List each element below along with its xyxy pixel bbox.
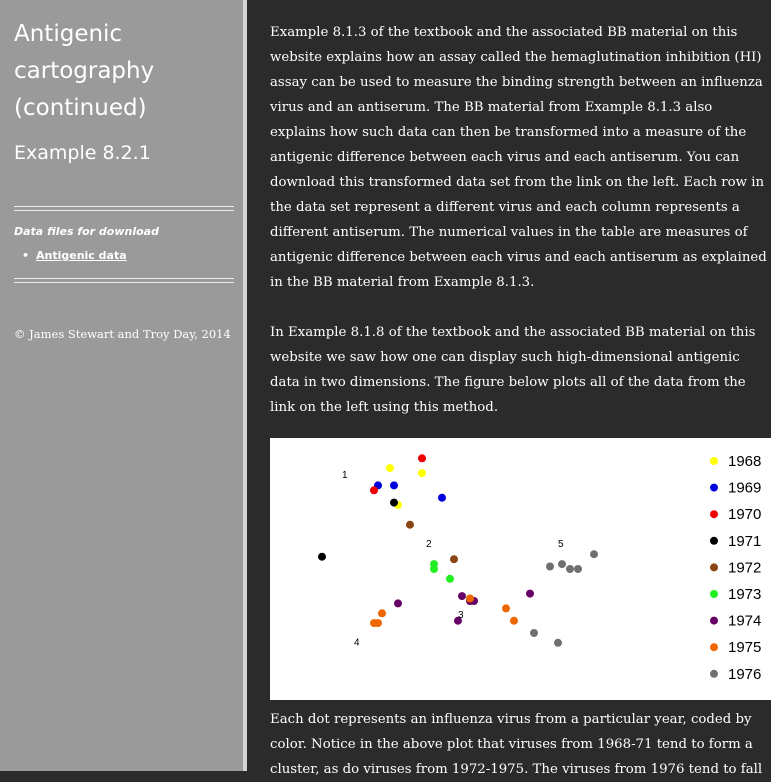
page-title: Antigenic cartography (continued) [14, 21, 155, 121]
divider [14, 206, 234, 211]
legend-label-1974: 1974 [728, 612, 762, 630]
legend-marker-1970 [710, 510, 718, 518]
data-point-1972-2 [450, 555, 458, 563]
legend-label-1968: 1968 [728, 453, 762, 470]
data-point-1976-7 [554, 639, 562, 647]
data-point-1968-2 [418, 469, 426, 477]
data-point-1975-3 [466, 595, 474, 603]
data-point-1971-2 [318, 553, 326, 561]
paragraph-1: Example 8.1.3 of the textbook and the associated BB material on this website explains how an assay called the hemaglutination inhibition (HI) assay can be used to measure the binding strength between an influenza virus and an antiserum. The BB material from Example 8.1.3 also explains how such data can then be transformed into a measure of the antigenic difference between each virus and each antiserum. You can download this transformed data set from the link on the left. Each row in the data set represent a different virus and each column represents a different antiserum. The numerical values in the table are measures of antigenic difference between each virus and each antiserum as explained in the BB material from Example 8.1.3. [270, 25, 767, 290]
data-point-1975-4 [502, 604, 510, 612]
data-point-1969-3 [438, 494, 446, 502]
legend-marker-1976 [710, 670, 718, 678]
legend-marker-1974 [710, 617, 718, 625]
cluster-label-1: 1 [342, 470, 348, 481]
data-point-1974-1 [394, 599, 402, 607]
data-point-1976-2 [558, 560, 566, 568]
page-subtitle: Example 8.2.1 [14, 142, 151, 164]
legend-marker-1971 [710, 537, 718, 545]
data-point-1974-5 [526, 590, 534, 598]
cluster-label-3: 3 [458, 610, 464, 622]
data-point-1973-3 [446, 575, 454, 583]
data-point-1976-5 [590, 550, 598, 558]
legend-label-1973: 1973 [728, 586, 762, 603]
legend-label-1970: 1970 [728, 506, 762, 524]
data-point-1975-5 [510, 617, 518, 625]
legend-label-1975: 1975 [728, 639, 762, 657]
main-content [270, 20, 769, 420]
copyright-text: © James Stewart and Troy Day, 2014 [14, 327, 231, 341]
download-link-antigenic-data[interactable]: Antigenic data [36, 249, 127, 262]
paragraph-2: In Example 8.1.8 of the textbook and the associated BB material on this website we saw how one can display such high-dimensional antigenic data in two dimensions. The figure below plots all of the data from the link on the left using this method. [270, 325, 756, 415]
divider [14, 278, 234, 283]
antigenic-map-figure [270, 438, 771, 700]
bullet-icon: • [22, 249, 30, 262]
legend-marker-1968 [710, 457, 718, 465]
paragraph-3: Each dot represents an influenza virus from a particular year, coded by color. Notice in the above plot that viruses from 1968-71 tend to form a cluster, as do viruses from 1972-1975. The viruses from 1976 tend to fall [270, 712, 763, 777]
data-point-1973-2 [430, 565, 438, 573]
data-point-1968-1 [386, 464, 394, 472]
data-point-1975-6 [374, 619, 382, 627]
cluster-label-2: 2 [426, 538, 432, 550]
legend-label-1969: 1969 [728, 479, 762, 497]
downloads-heading: Data files for download [14, 225, 159, 238]
data-point-1969-2 [390, 481, 398, 489]
download-list-item [22, 249, 127, 262]
legend-marker-1973 [710, 590, 718, 598]
data-point-1976-3 [566, 565, 574, 573]
data-point-1970-2 [418, 454, 426, 462]
legend-marker-1969 [710, 484, 718, 492]
legend-label-1972: 1972 [728, 559, 762, 577]
data-point-1971-1 [390, 499, 398, 507]
data-point-1970-1 [370, 486, 378, 494]
data-point-1976-4 [574, 565, 582, 573]
legend-label-1976: 1976 [728, 665, 762, 683]
legend-label-1971: 1971 [728, 532, 762, 550]
legend-marker-1972 [710, 563, 718, 571]
data-point-1975-2 [378, 609, 386, 617]
sidebar [0, 0, 247, 771]
scatter-chart [270, 438, 771, 700]
data-point-1974-2 [458, 592, 466, 600]
legend-marker-1975 [710, 643, 718, 651]
data-point-1972-1 [406, 521, 414, 529]
cluster-label-5: 5 [558, 538, 564, 550]
data-point-1976-6 [530, 629, 538, 637]
data-point-1976-1 [546, 563, 554, 571]
cluster-label-4: 4 [354, 637, 360, 649]
